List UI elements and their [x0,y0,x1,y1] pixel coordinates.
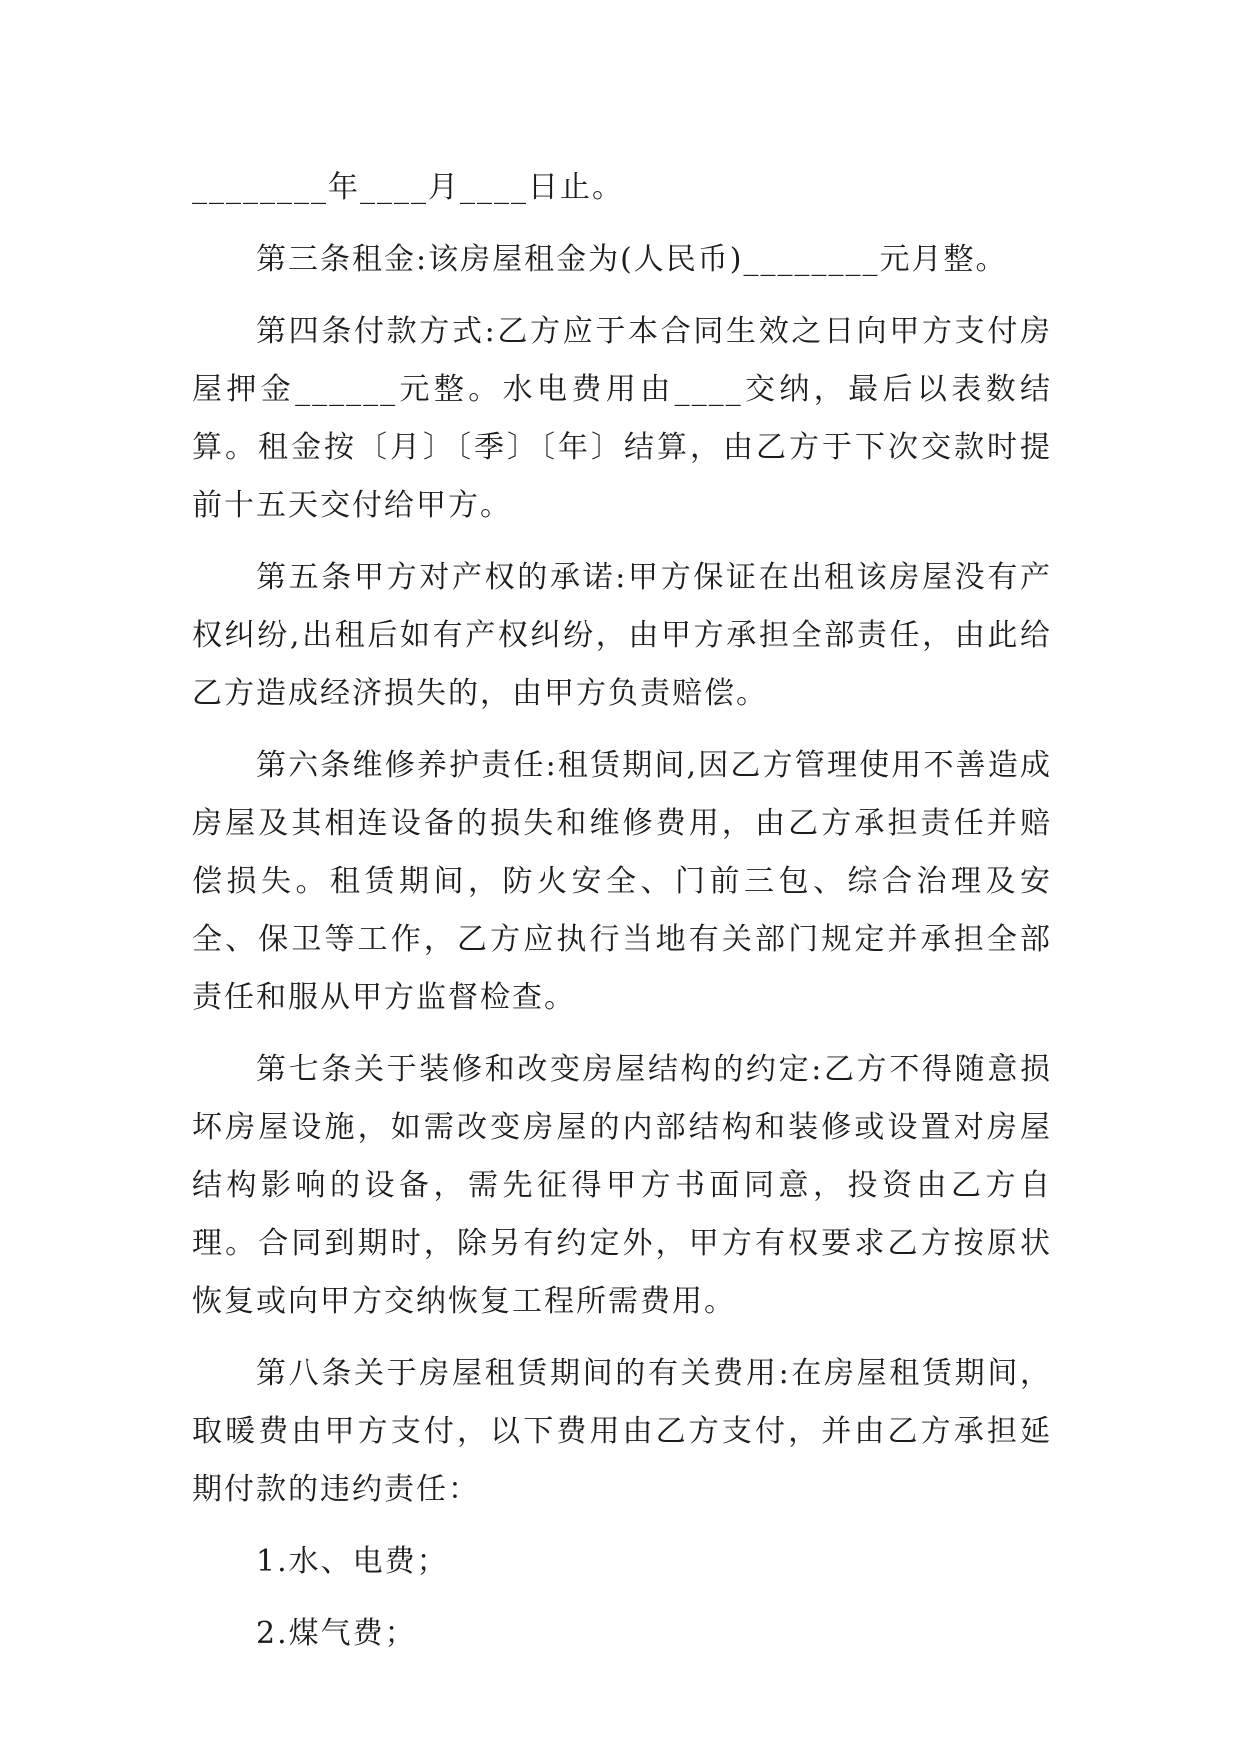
article-3-rent: 第三条租金:该房屋租金为(人民币)________元月整。 [256,242,1008,277]
list-item-gas: 2.煤气费； [256,1616,417,1651]
article-8-expenses: 第八条关于房屋租赁期间的有关费用:在房屋租赁期间，取暖费由甲方支付，以下费用由乙方支付，并由乙方承担延期付款的违约责任： [192,1356,1052,1507]
article-6-maintenance: 第六条维修养护责任:租赁期间,因乙方管理使用不善造成房屋及其相连设备的损失和维修费用，由乙方承担责任并赔偿损失。租赁期间，防火安全、门前三包、综合治理及安全、保卫等工作，乙方应执行当地有关部门规定并承担全部责任和服从甲方监督检查。 [192,748,1052,1015]
article-4-payment-method: 第四条付款方式:乙方应于本合同生效之日向甲方支付房屋押金______元整。水电费用由____交纳，最后以表数结算。租金按〔月〕〔季〕〔年〕结算，由乙方于下次交款时提前十五天交付给甲方。 [192,314,1052,523]
article-7-renovation: 第七条关于装修和改变房屋结构的约定:乙方不得随意损坏房屋设施，如需改变房屋的内部结构和装修或设置对房屋结构影响的设备，需先征得甲方书面同意，投资由乙方自理。合同到期时，除另有约定外，甲方有权要求乙方按原状恢复或向甲方交纳恢复工程所需费用。 [192,1052,1052,1319]
document-body [192,159,1052,1677]
article-5-property-rights: 第五条甲方对产权的承诺:甲方保证在出租该房屋没有产权纠纷,出租后如有产权纠纷，由甲方承担全部责任，由此给乙方造成经济损失的，由甲方负责赔偿。 [192,560,1052,711]
list-item-utilities: 1.水、电费； [256,1544,449,1579]
term-end-date-line: ________年____月____日止。 [192,170,624,205]
